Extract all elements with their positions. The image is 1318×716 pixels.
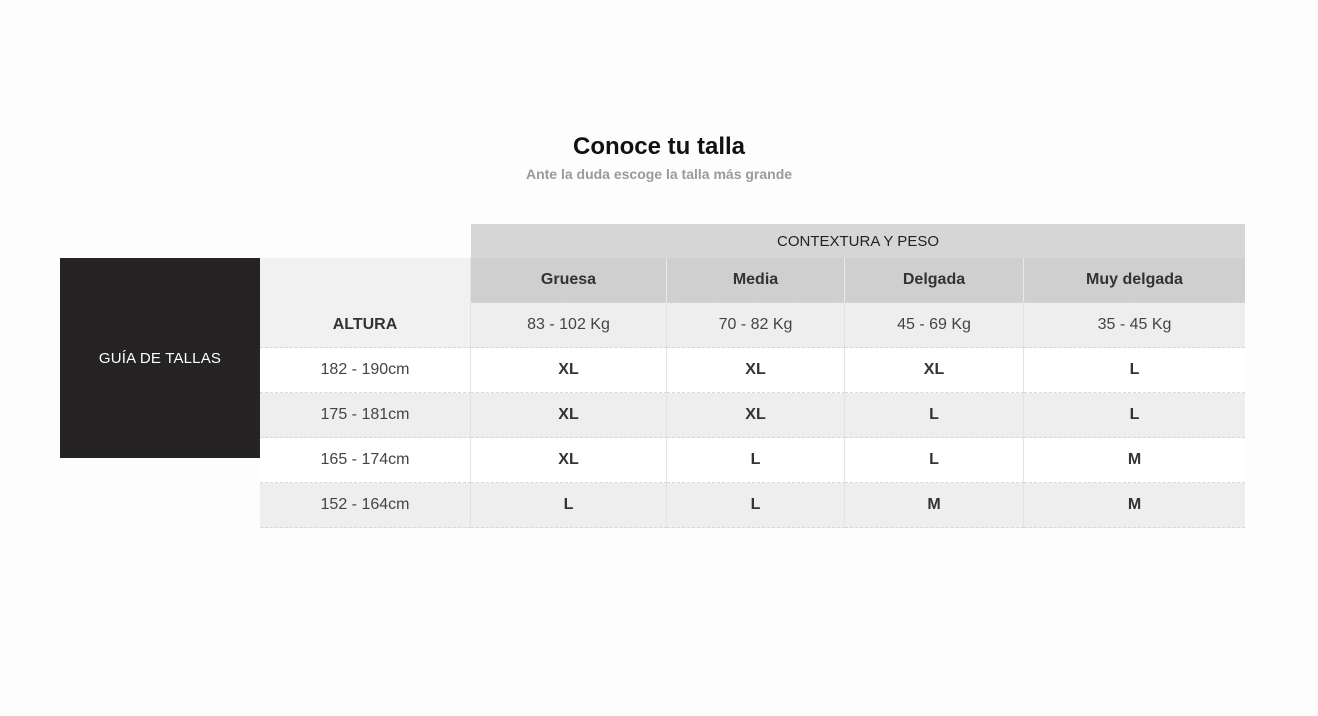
page-title: Conoce tu talla	[572, 133, 746, 160]
size-cell: L	[1024, 393, 1245, 438]
table-corner-cell	[260, 258, 471, 303]
height-range-cell: 175 - 181cm	[260, 393, 471, 438]
size-guide-label: GUÍA DE TALLAS	[98, 349, 222, 367]
size-cell: XL	[471, 393, 667, 438]
build-header-delgada: Delgada	[845, 258, 1024, 303]
size-cell: M	[1024, 438, 1245, 483]
size-cell: L	[667, 438, 845, 483]
weight-range-delgada: 45 - 69 Kg	[845, 303, 1024, 348]
weight-range-muy-delgada: 35 - 45 Kg	[1024, 303, 1245, 348]
size-guide-label-box	[60, 258, 260, 458]
build-header-muy-delgada: Muy delgada	[1024, 258, 1245, 303]
size-cell: L	[1024, 348, 1245, 393]
size-cell: L	[471, 483, 667, 528]
build-header-media: Media	[667, 258, 845, 303]
height-range-cell: 182 - 190cm	[260, 348, 471, 393]
size-cell: XL	[471, 348, 667, 393]
height-range-cell: 152 - 164cm	[260, 483, 471, 528]
height-range-cell: 165 - 174cm	[260, 438, 471, 483]
build-weight-group-header	[471, 224, 1245, 258]
page-subtitle: Ante la duda escoge la talla más grande	[525, 166, 793, 182]
group-header-label: CONTEXTURA Y PESO	[777, 232, 939, 250]
size-cell: XL	[845, 348, 1024, 393]
size-cell: M	[1024, 483, 1245, 528]
size-cell: L	[845, 438, 1024, 483]
size-table	[260, 258, 1245, 528]
size-cell: XL	[471, 438, 667, 483]
size-cell: XL	[667, 348, 845, 393]
build-header-gruesa: Gruesa	[471, 258, 667, 303]
height-column-header: ALTURA	[260, 303, 471, 348]
size-cell: XL	[667, 393, 845, 438]
weight-range-gruesa: 83 - 102 Kg	[471, 303, 667, 348]
size-cell: L	[667, 483, 845, 528]
size-cell: L	[845, 393, 1024, 438]
size-cell: M	[845, 483, 1024, 528]
weight-range-media: 70 - 82 Kg	[667, 303, 845, 348]
